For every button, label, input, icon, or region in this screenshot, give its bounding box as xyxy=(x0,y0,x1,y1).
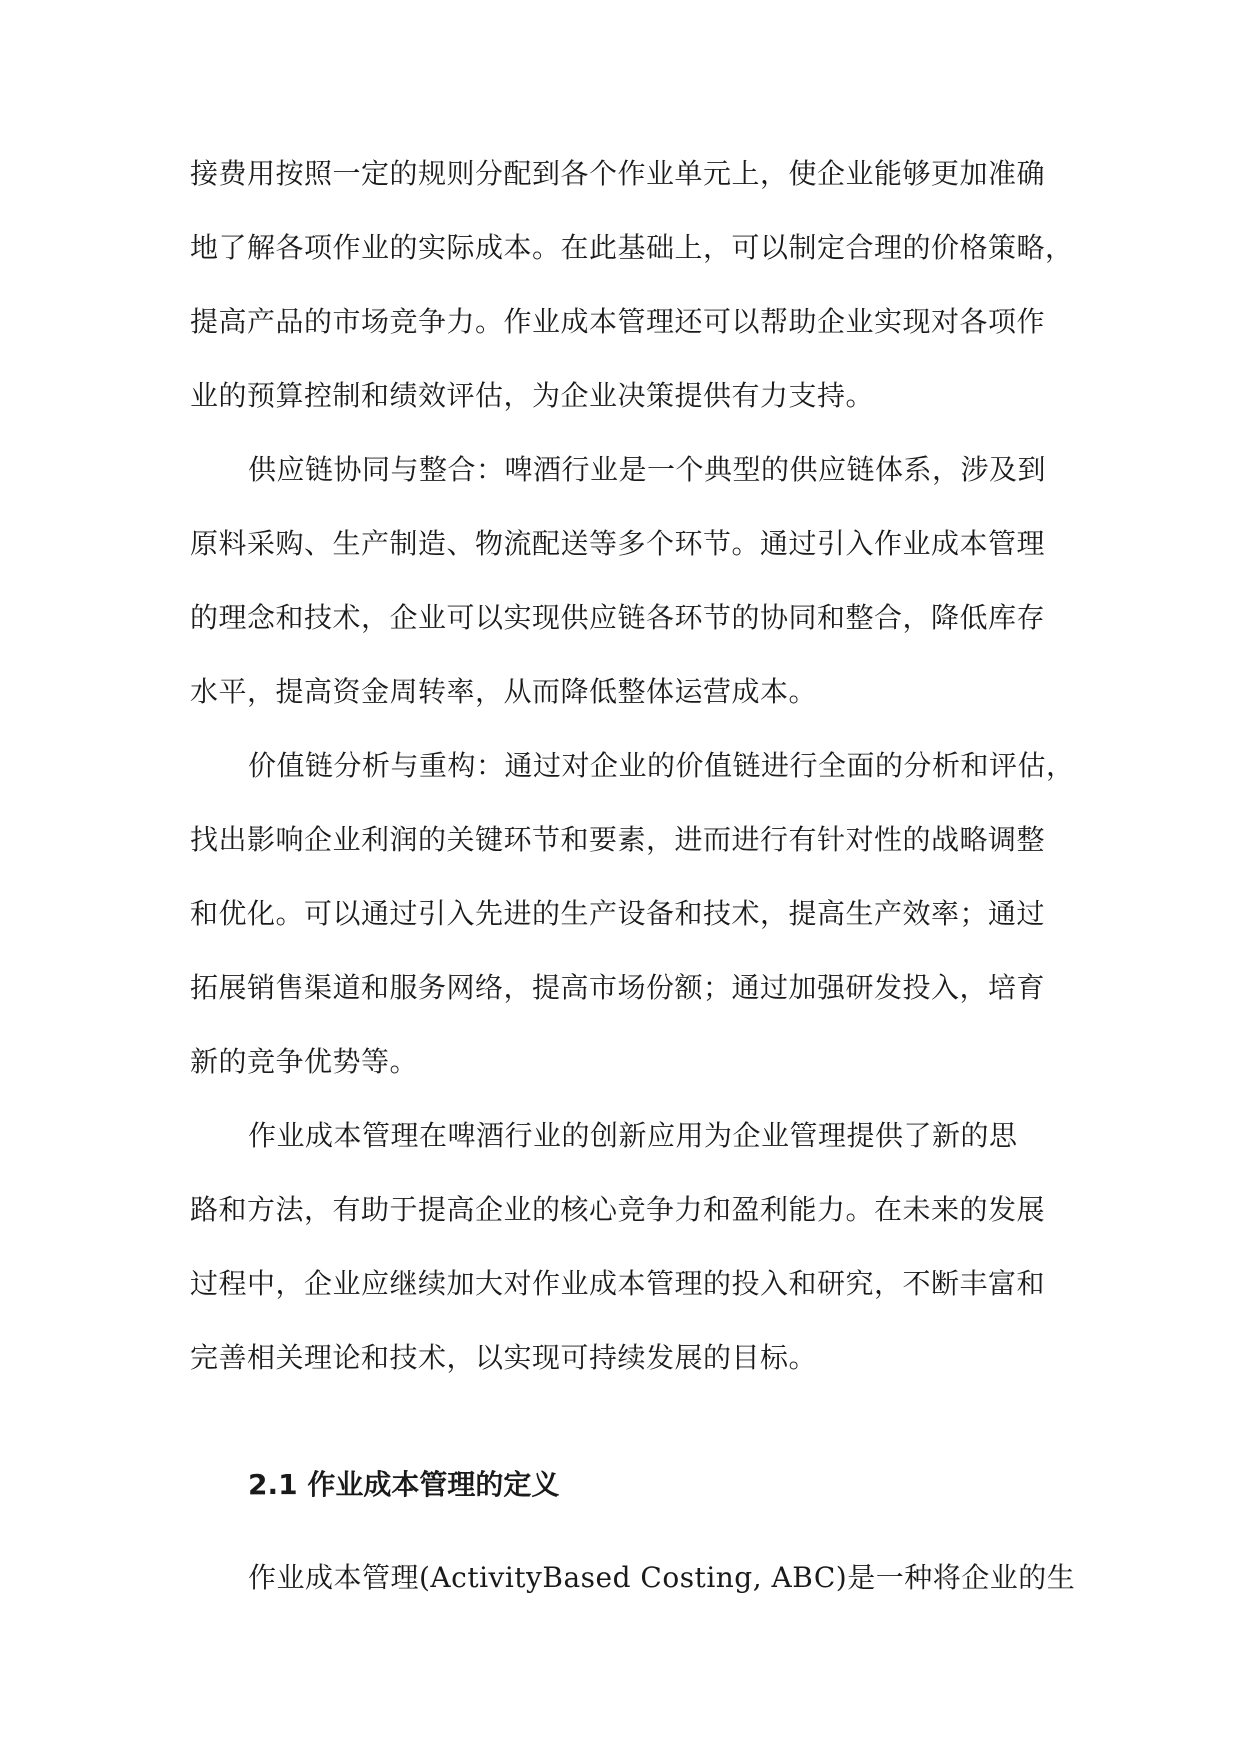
text-line: 过程中，企业应继续加大对作业成本管理的投入和研究，不断丰富和 xyxy=(190,1267,1046,1300)
paragraph-conclusion xyxy=(190,1099,1060,1395)
paragraph-value-chain xyxy=(190,729,1075,1099)
text-line: 价值链分析与重构：通过对企业的价值链进行全面的分析和评估， xyxy=(248,749,1075,782)
text-line: 的理念和技术，企业可以实现供应链各环节的协同和整合，降低库存 xyxy=(190,601,1046,634)
text-line: 作业成本管理在啤酒行业的创新应用为企业管理提供了新的思 xyxy=(248,1119,1018,1152)
text-line: 接费用按照一定的规则分配到各个作业单元上，使企业能够更加准确 xyxy=(190,157,1046,190)
text-line: 和优化。可以通过引入先进的生产设备和技术，提高生产效率；通过 xyxy=(190,897,1046,930)
text-line: 提高产品的市场竞争力。作业成本管理还可以帮助企业实现对各项作 xyxy=(190,305,1046,338)
text-line: 原料采购、生产制造、物流配送等多个环节。通过引入作业成本管理 xyxy=(190,527,1046,560)
paragraph-cost-allocation xyxy=(190,137,1074,433)
text-line: 水平，提高资金周转率，从而降低整体运营成本。 xyxy=(190,675,818,708)
paragraph-abc-definition xyxy=(190,1541,1076,1615)
text-line: 拓展销售渠道和服务网络，提高市场份额；通过加强研发投入，培育 xyxy=(190,971,1046,1004)
text-line: 完善相关理论和技术，以实现可持续发展的目标。 xyxy=(190,1341,818,1374)
text-line: 找出影响企业利润的关键环节和要素，进而进行有针对性的战略调整 xyxy=(190,823,1046,856)
text-line: 新的竞争优势等。 xyxy=(190,1045,419,1078)
text-line: 业的预算控制和绩效评估，为企业决策提供有力支持。 xyxy=(190,379,875,412)
text-line: 供应链协同与整合：啤酒行业是一个典型的供应链体系，涉及到 xyxy=(248,453,1047,486)
paragraph-supply-chain xyxy=(190,433,1060,729)
section-heading: 2.1 作业成本管理的定义 xyxy=(248,1468,560,1501)
text-line: 路和方法，有助于提高企业的核心竞争力和盈利能力。在未来的发展 xyxy=(190,1193,1046,1226)
text-line: 地了解各项作业的实际成本。在此基础上，可以制定合理的价格策略， xyxy=(190,231,1074,264)
text-line: 作业成本管理(ActivityBased Costing, ABC)是一种将企业的生 xyxy=(248,1561,1076,1594)
